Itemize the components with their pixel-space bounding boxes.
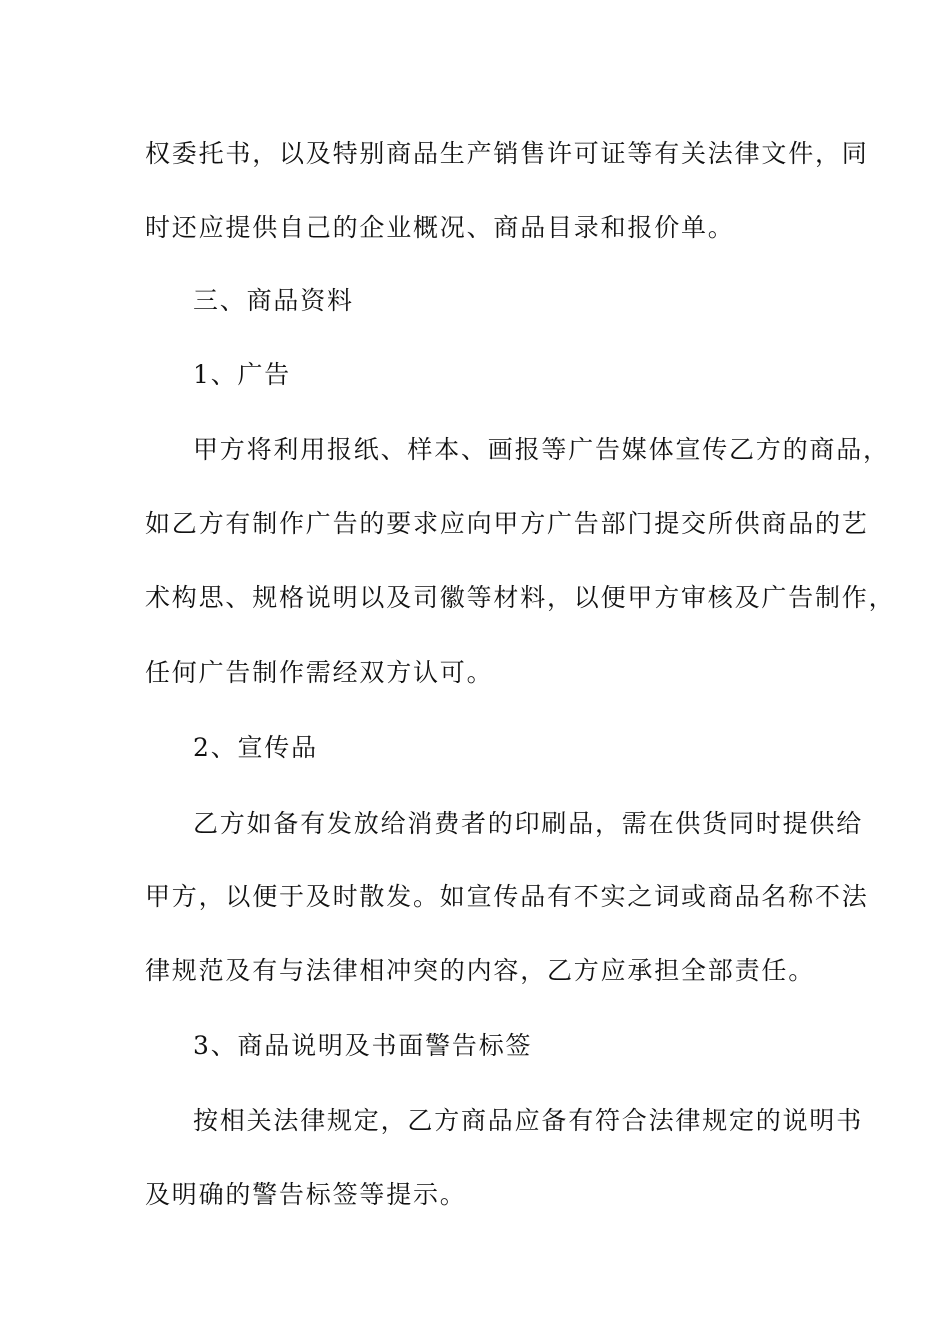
paragraph-line: 任何广告制作需经双方认可。 bbox=[145, 658, 494, 687]
paragraph-line: 及明确的警告标签等提示。 bbox=[145, 1180, 467, 1209]
paragraph-line: 时还应提供自己的企业概况、商品目录和报价单。 bbox=[145, 213, 735, 242]
paragraph-line: 甲方，以便于及时散发。如宣传品有不实之词或商品名称不法 bbox=[145, 882, 869, 911]
paragraph-line: 权委托书，以及特别商品生产销售许可证等有关法律文件，同 bbox=[145, 139, 869, 168]
subsection-heading: 3、商品说明及书面警告标签 bbox=[193, 1031, 533, 1060]
section-heading: 三、商品资料 bbox=[193, 286, 354, 315]
paragraph-line: 如乙方有制作广告的要求应向甲方广告部门提交所供商品的艺 bbox=[145, 509, 869, 538]
subsection-heading: 2、宣传品 bbox=[193, 733, 318, 762]
paragraph-line: 术构思、规格说明以及司徽等材料，以便甲方审核及广告制作， bbox=[145, 583, 896, 612]
paragraph-line: 乙方如备有发放给消费者的印刷品，需在供货同时提供给 bbox=[193, 809, 864, 838]
paragraph-line: 甲方将利用报纸、样本、画报等广告媒体宣传乙方的商品， bbox=[193, 435, 890, 464]
paragraph-line: 律规范及有与法律相冲突的内容，乙方应承担全部责任。 bbox=[145, 956, 816, 985]
paragraph-line: 按相关法律规定，乙方商品应备有符合法律规定的说明书 bbox=[193, 1106, 864, 1135]
subsection-heading: 1、广告 bbox=[193, 360, 292, 389]
